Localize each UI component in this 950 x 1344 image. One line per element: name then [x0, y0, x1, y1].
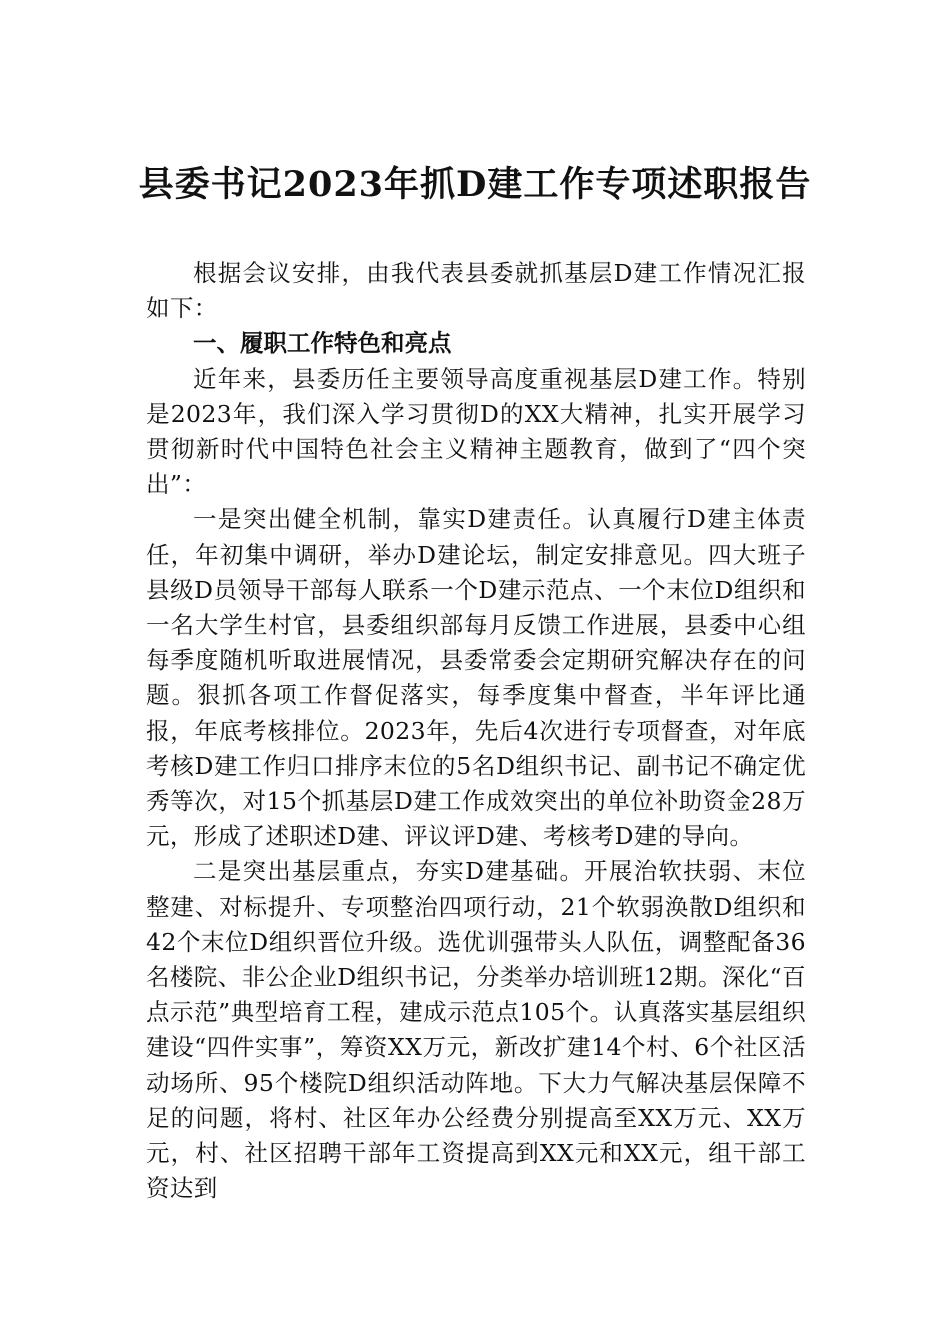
document-title: 县委书记2023年抓D建工作专项述职报告	[138, 164, 812, 205]
intro-paragraph: 根据会议安排，由我代表县委就抓基层D建工作情况汇报如下：	[146, 259, 806, 323]
document-body	[146, 256, 806, 1206]
paragraph-overview: 近年来，县委历任主要领导高度重视基层D建工作。特别是2023年，我们深入学习贯彻D的XX大精神，扎实开展学习贯彻新时代中国特色社会主义精神主题教育，做到了“四个突出”：	[146, 364, 806, 499]
paragraph-mechanism: 一是突出健全机制，靠实D建责任。认真履行D建主体责任，年初集中调研，举办D建论坛，制定安排意见。四大班子县级D员领导干部每人联系一个D建示范点、一个末位D组织和一名大学生村官，县委组织部每月反馈工作进展，县委中心组每季度随机听取进展情况，县委常委会定期研究解决存在的问题。狠抓各项工作督促落实，每季度集中督查，半年评比通报，年底考核排位。2023年，先后4次进行专项督查，对年底考核D建工作归口排序末位的5名D组织书记、副书记不确定优秀等次，对15个抓基层D建工作成效突出的单位补助资金28万元，形成了述职述D建、评议评D建、考核考D建的导向。	[146, 505, 806, 851]
section-heading: 一、履职工作特色和亮点	[193, 329, 452, 358]
paragraph-grassroots: 二是突出基层重点，夯实D建基础。开展治软扶弱、末位整建、对标提升、专项整治四项行动，21个软弱涣散D组织和42个末位D组织晋位升级。选优训强带头人队伍，调整配备36名楼院、非公企业D组织书记，分类举办培训班12期。深化“百点示范”典型培育工程，建成示范点105个。认真落实基层组织建设“四件实事”，筹资XX万元，新改扩建14个村、6个社区活动场所、95个楼院D组织活动阵地。下大力气解决基层保障不足的问题，将村、社区年办公经费分别提高至XX万元、XX万元，村、社区招聘干部年工资提高到XX元和XX元，组干部工资达到	[146, 857, 806, 1203]
